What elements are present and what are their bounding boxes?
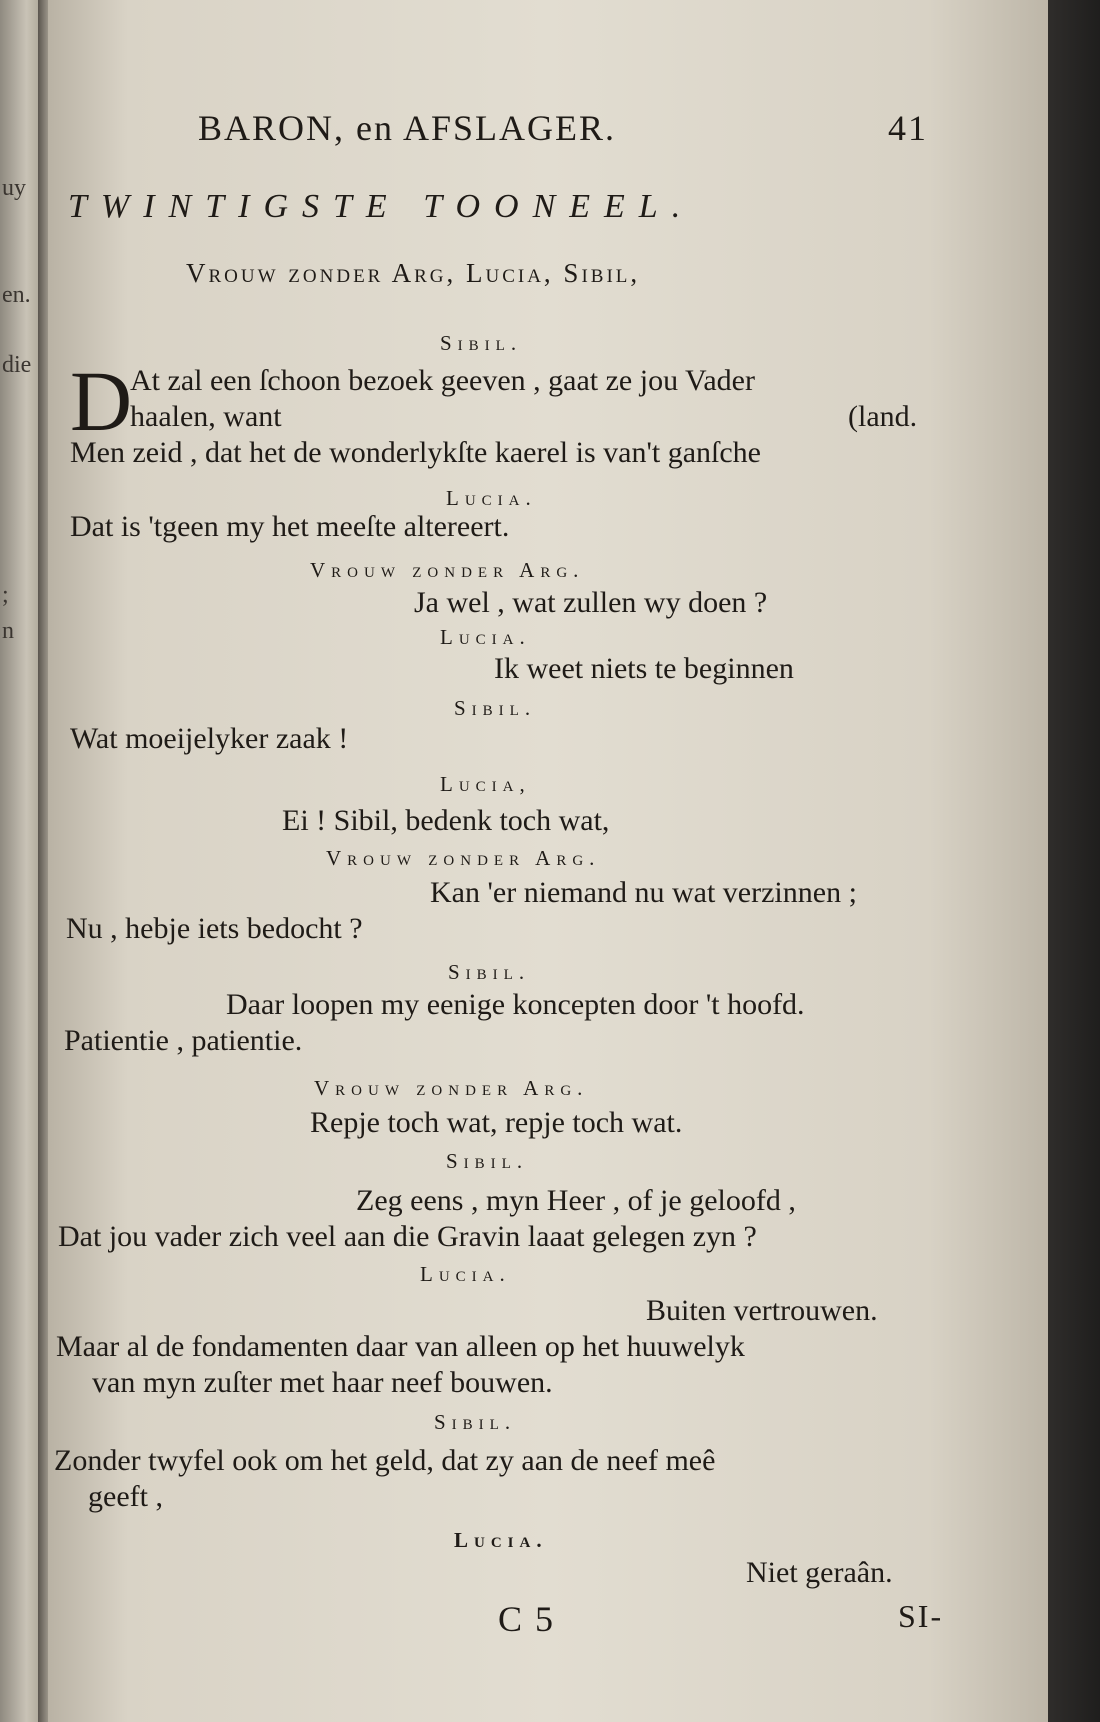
- verse-turnover: (land.: [848, 400, 918, 433]
- page-number: 41: [888, 108, 928, 148]
- speaker-label: Lucia.: [446, 486, 537, 510]
- speaker-label: Sibil.: [434, 1410, 517, 1434]
- verse-line: Zonder twyfel ook om het geld, dat zy aan de neef meê: [54, 1444, 716, 1477]
- verse-line: At zal een ſchoon bezoek geeven , gaat ze jou Vader: [130, 364, 755, 397]
- verse-line: Daar loopen my eenige koncepten door 't hoofd.: [226, 988, 805, 1021]
- facing-page-fragment: uy: [2, 175, 26, 201]
- speaker-label: Sibil.: [440, 331, 523, 355]
- speaker-label: Vrouw zonder Arg.: [310, 558, 585, 582]
- speaker-label: Lucia.: [420, 1262, 511, 1286]
- drop-cap: D: [70, 353, 133, 449]
- verse-line: Men zeid , dat het de wonderlykſte kaerel is van't ganſche: [70, 436, 761, 469]
- verse-line: Buiten vertrouwen.: [646, 1294, 878, 1327]
- verse-line: van myn zuſter met haar neef bouwen.: [92, 1366, 553, 1399]
- verse-line: haalen, want: [130, 400, 282, 433]
- facing-page-fragment: en.: [2, 282, 31, 308]
- verse-line: Dat is 'tgeen my het meeſte altereert.: [70, 510, 510, 543]
- verse-line: Niet geraân.: [746, 1556, 893, 1589]
- facing-page-edge: [0, 0, 38, 1722]
- speaker-label: Lucia.: [454, 1528, 548, 1552]
- verse-line: Repje toch wat, repje toch wat.: [310, 1106, 683, 1139]
- verse-line: Maar al de fondamenten daar van alleen op het huuwelyk: [56, 1330, 745, 1363]
- speaker-label: Lucia,: [440, 772, 531, 796]
- verse-line: Ik weet niets te beginnen: [494, 652, 794, 685]
- verse-line: Dat jou vader zich veel aan die Gravin laaat gelegen zyn ?: [58, 1220, 757, 1253]
- character-list: Vrouw zonder Arg, Lucia, Sibil,: [186, 258, 641, 288]
- printer-signature: C 5: [498, 1599, 556, 1639]
- book-cover-edge: [1048, 0, 1100, 1722]
- catchword: SI-: [898, 1598, 944, 1634]
- verse-line: Ja wel , wat zullen wy doen ?: [414, 586, 768, 619]
- verse-line: Zeg eens , myn Heer , of je geloofd ,: [356, 1184, 796, 1217]
- verse-line: Kan 'er niemand nu wat verzinnen ;: [430, 876, 857, 909]
- scene-title: TWINTIGSTE TOONEEL.: [68, 188, 695, 225]
- verse-line: Wat moeijelyker zaak !: [70, 722, 349, 755]
- verse-line: Patientie , patientie.: [64, 1024, 303, 1057]
- facing-page-fragment: die: [2, 352, 32, 378]
- speaker-label: Vrouw zonder Arg.: [326, 846, 601, 870]
- speaker-label: Sibil.: [448, 960, 531, 984]
- verse-line: geeft ,: [88, 1480, 163, 1513]
- verse-line: Ei ! Sibil, bedenk toch wat,: [282, 804, 610, 837]
- facing-page-fragment: ;: [2, 582, 9, 608]
- facing-page-fragment: n: [2, 618, 14, 644]
- speaker-label: Vrouw zonder Arg.: [314, 1076, 589, 1100]
- running-title: BARON, en AFSLAGER.: [198, 108, 617, 148]
- verse-line: Nu , hebje iets bedocht ?: [66, 912, 363, 945]
- speaker-label: Lucia.: [440, 625, 531, 649]
- speaker-label: Sibil.: [446, 1149, 529, 1173]
- speaker-label: Sibil.: [454, 696, 537, 720]
- book-gutter: [38, 0, 48, 1722]
